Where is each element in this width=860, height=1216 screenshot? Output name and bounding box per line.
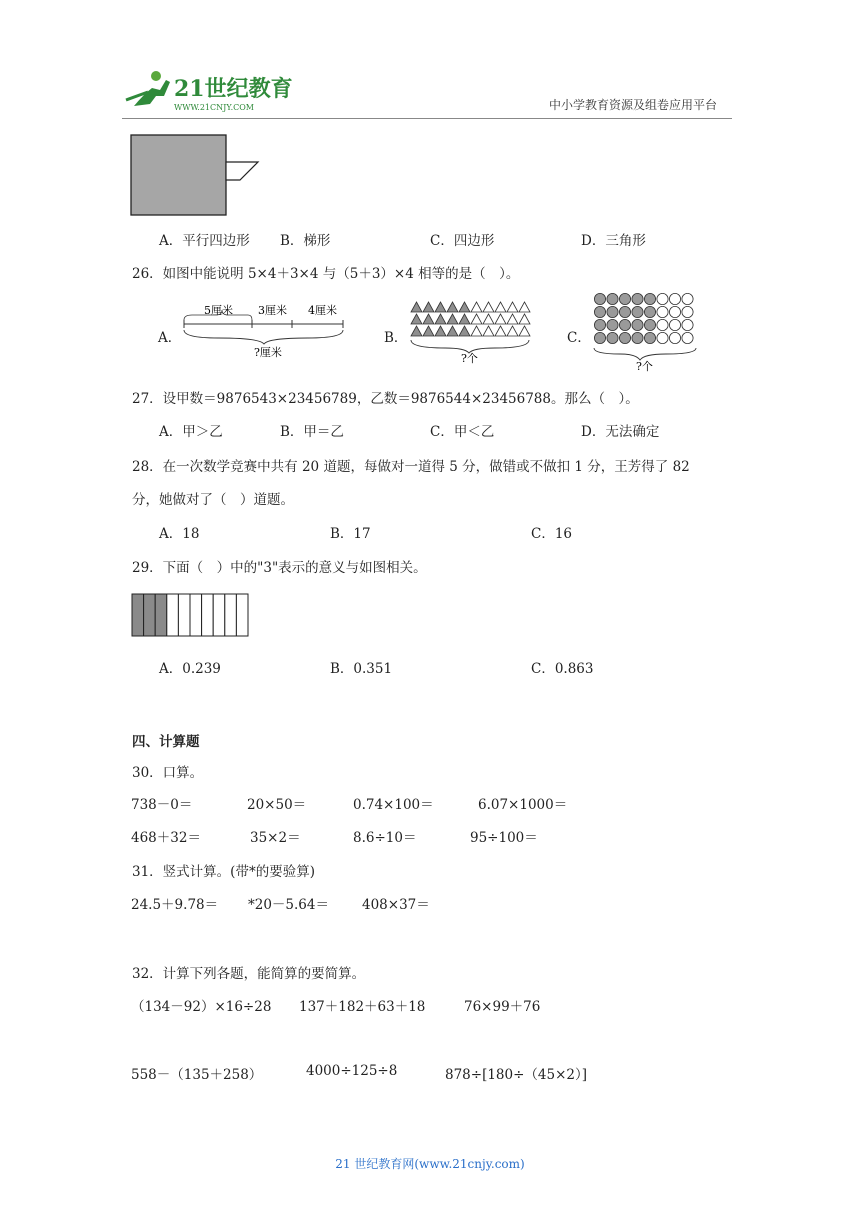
empty-triangle	[471, 302, 482, 312]
empty-cell	[202, 594, 214, 636]
empty-circle	[657, 293, 668, 304]
q28-option-c[interactable]: C．16	[531, 526, 573, 542]
shaded-circle	[594, 332, 605, 343]
empty-cell	[225, 594, 237, 636]
q28-stem-line2: 分，她做对了（ ）道题。	[132, 492, 294, 508]
shaded-circle	[644, 332, 655, 343]
q30-item: 95÷100＝	[470, 830, 538, 846]
header-platform-text: 中小学教育资源及组卷应用平台	[549, 98, 718, 112]
header-divider	[122, 118, 732, 119]
q26-figure-a	[178, 298, 348, 362]
empty-triangle	[471, 314, 482, 324]
shaded-triangle	[423, 326, 434, 336]
empty-triangle	[507, 302, 518, 312]
shaded-circle	[644, 319, 655, 330]
empty-triangle	[519, 314, 530, 324]
svg-text:4厘米: 4厘米	[308, 304, 337, 317]
shaded-triangle	[435, 314, 446, 324]
q27-option-d[interactable]: D．无法确定	[581, 424, 660, 440]
empty-triangle	[519, 326, 530, 336]
q32-item: 4000÷125÷8	[306, 1063, 398, 1079]
empty-triangle	[495, 302, 506, 312]
empty-circle	[669, 332, 680, 343]
q32-item: （134－92）×16÷28	[131, 999, 272, 1015]
q31-item: 408×37＝	[362, 897, 430, 913]
shaded-circle	[607, 293, 618, 304]
q27-stem: 27．设甲数＝9876543×23456789，乙数＝9876544×23456788。那么（ ）。	[132, 391, 639, 407]
q29-stem: 29．下面（ ）中的"3"表示的意义与如图相关。	[132, 560, 427, 576]
q30-stem: 30．口算。	[132, 765, 204, 781]
empty-circle	[682, 293, 693, 304]
q27-option-b[interactable]: B．甲＝乙	[280, 424, 344, 440]
shaded-triangle	[459, 314, 470, 324]
empty-triangle	[483, 326, 494, 336]
empty-circle	[682, 332, 693, 343]
q32-item: 878÷[180÷（45×2）]	[445, 1067, 588, 1083]
shaded-circle	[594, 319, 605, 330]
q32-item: 558－（135＋258）	[131, 1067, 263, 1083]
shaded-circle	[632, 293, 643, 304]
q26-figure-c	[590, 290, 702, 374]
shaded-triangle	[411, 302, 422, 312]
shaded-circle	[632, 306, 643, 317]
q31-item: 24.5＋9.78＝	[131, 897, 219, 913]
q31-stem: 31．竖式计算。(带*的要验算)	[132, 864, 315, 880]
shaded-triangle	[423, 302, 434, 312]
q28-option-a[interactable]: A．18	[159, 526, 200, 542]
q30-item: 6.07×1000＝	[478, 797, 568, 813]
empty-circle	[657, 319, 668, 330]
site-logo	[122, 66, 292, 116]
shaded-circle	[619, 319, 630, 330]
empty-circle	[669, 293, 680, 304]
q32-item: 76×99＋76	[464, 999, 541, 1015]
shaded-triangle	[411, 326, 422, 336]
shaded-triangle	[459, 302, 470, 312]
empty-triangle	[483, 314, 494, 324]
q32-stem: 32．计算下列各题，能简算的要简算。	[132, 966, 366, 982]
q30-item: 468＋32＝	[131, 830, 201, 846]
empty-triangle	[507, 314, 518, 324]
shaded-triangle	[447, 302, 458, 312]
svg-text:WWW.21CNJY.COM: WWW.21CNJY.COM	[174, 103, 254, 112]
empty-triangle	[483, 302, 494, 312]
shaded-circle	[594, 293, 605, 304]
empty-triangle	[507, 326, 518, 336]
q25-option-b[interactable]: B．梯形	[280, 233, 331, 249]
q28-option-b[interactable]: B．17	[330, 526, 371, 542]
shaded-cell	[144, 594, 156, 636]
empty-triangle	[519, 302, 530, 312]
q26-option-b[interactable]: B．	[384, 330, 408, 346]
shaded-triangle	[435, 302, 446, 312]
q30-item: 0.74×100＝	[353, 797, 434, 813]
shaded-circle	[607, 332, 618, 343]
svg-text:21世纪教育: 21世纪教育	[174, 76, 292, 102]
shaded-circle	[594, 306, 605, 317]
q30-item: 20×50＝	[247, 797, 307, 813]
empty-cell	[236, 594, 248, 636]
svg-text:5厘米: 5厘米	[204, 304, 233, 317]
shaded-triangle	[411, 314, 422, 324]
shaded-circle	[619, 293, 630, 304]
q30-item: 35×2＝	[250, 830, 301, 846]
shaded-triangle	[447, 314, 458, 324]
q30-item: 8.6÷10＝	[353, 830, 417, 846]
shaded-circle	[607, 306, 618, 317]
q28-stem-line1: 28．在一次数学竞赛中共有 20 道题，每做对一道得 5 分，做错或不做扣 1 分，王芳得了 82	[132, 459, 690, 475]
footer-link[interactable]: 21 世纪教育网(www.21cnjy.com)	[335, 1157, 525, 1171]
q32-item: 137＋182＋63＋18	[299, 999, 426, 1015]
q29-tenths-bar	[130, 592, 252, 638]
empty-triangle	[471, 326, 482, 336]
q30-item: 738－0＝	[131, 797, 193, 813]
q29-option-c[interactable]: C．0.863	[531, 661, 594, 677]
empty-cell	[178, 594, 190, 636]
empty-cell	[213, 594, 225, 636]
shaded-circle	[644, 306, 655, 317]
q26-figure-b	[405, 298, 535, 364]
logo-runner-icon	[122, 66, 292, 116]
shaded-circle	[619, 306, 630, 317]
shaded-circle	[632, 332, 643, 343]
q25-figure	[128, 132, 264, 218]
svg-text:3厘米: 3厘米	[258, 304, 287, 317]
svg-text:?个: ?个	[636, 360, 653, 373]
shaded-cell	[155, 594, 167, 636]
shaded-triangle	[435, 326, 446, 336]
q27-option-c[interactable]: C．甲＜乙	[430, 424, 495, 440]
shaded-triangle	[459, 326, 470, 336]
empty-circle	[669, 319, 680, 330]
q26-option-a[interactable]: A．	[158, 330, 182, 346]
shaded-circle	[644, 293, 655, 304]
empty-cell	[190, 594, 202, 636]
empty-circle	[657, 332, 668, 343]
q26-stem: 26．如图中能说明 5×4＋3×4 与（5＋3）×4 相等的是（ ）。	[132, 266, 520, 282]
q29-option-b[interactable]: B．0.351	[330, 661, 393, 677]
q25-option-c[interactable]: C．四边形	[430, 233, 495, 249]
empty-circle	[657, 306, 668, 317]
svg-text:?厘米: ?厘米	[254, 346, 282, 359]
shaded-circle	[632, 319, 643, 330]
empty-circle	[682, 319, 693, 330]
empty-cell	[167, 594, 179, 636]
section-title: 四、计算题	[132, 734, 200, 750]
shaded-triangle	[447, 326, 458, 336]
empty-triangle	[495, 314, 506, 324]
q25-option-a[interactable]: A．平行四边形	[159, 233, 250, 249]
empty-triangle	[495, 326, 506, 336]
shaded-triangle	[423, 314, 434, 324]
shaded-circle	[607, 319, 618, 330]
shaded-cell	[132, 594, 144, 636]
empty-circle	[669, 306, 680, 317]
q25-option-d[interactable]: D．三角形	[581, 233, 646, 249]
shaded-circle	[619, 332, 630, 343]
q29-option-a[interactable]: A．0.239	[159, 661, 221, 677]
q27-option-a[interactable]: A．甲＞乙	[159, 424, 223, 440]
empty-circle	[682, 306, 693, 317]
svg-text:?个: ?个	[461, 352, 478, 364]
q31-item: *20－5.64＝	[248, 897, 329, 913]
q26-option-c[interactable]: C．	[567, 330, 591, 346]
